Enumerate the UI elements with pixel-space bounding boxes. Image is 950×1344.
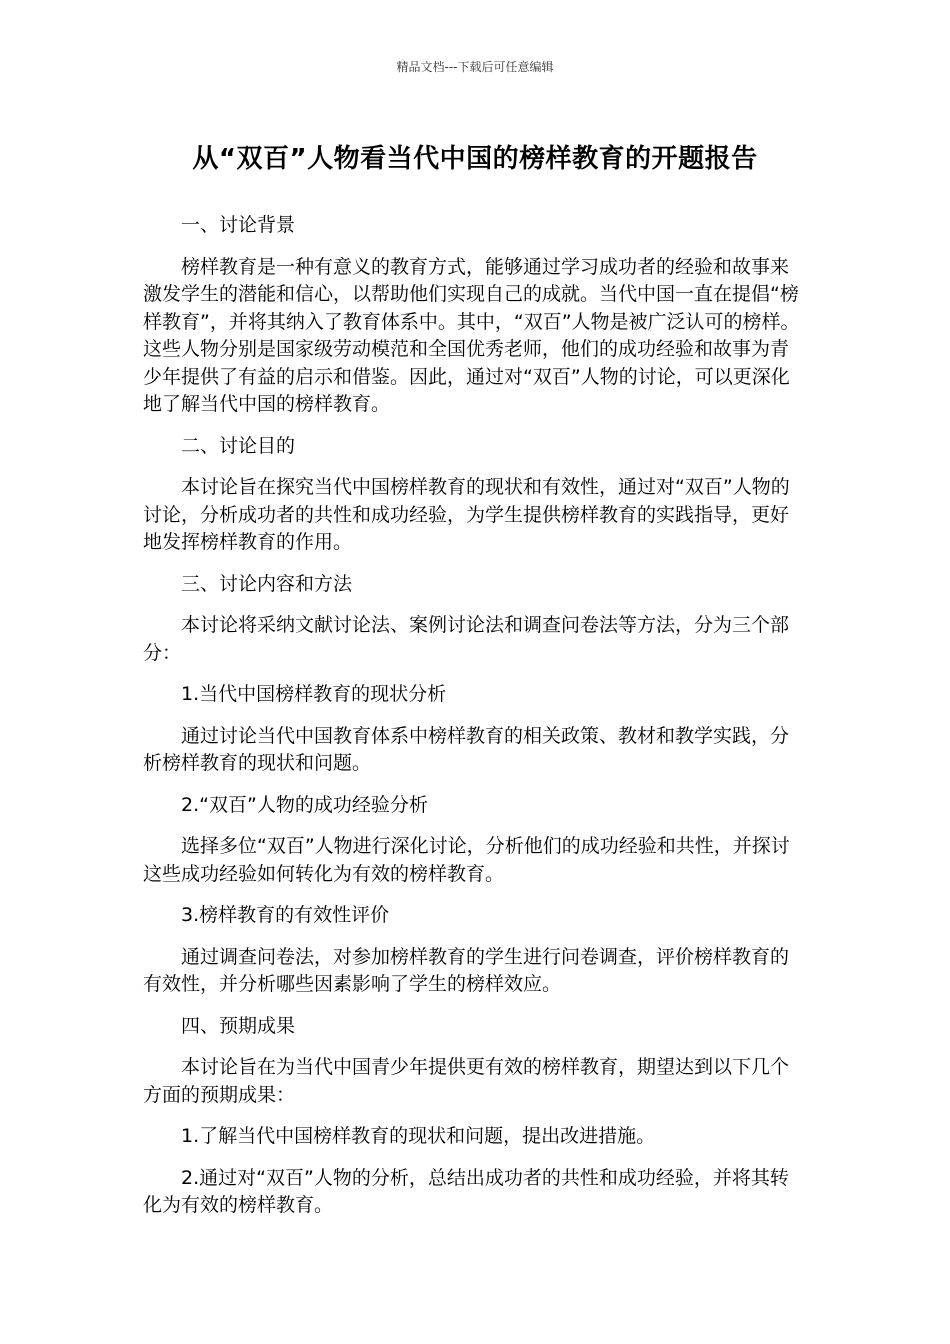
paragraph-success-analysis: 选择多位“双百”人物进行深化讨论，分析他们的成功经验和共性，并探讨这些成功经验如何转化为有效的榜样教育。: [143, 835, 790, 885]
paragraph-methods-intro: 本讨论将采纳文献讨论法、案例讨论法和调查问卷法等方法，分为三个部分：: [143, 614, 790, 664]
paragraph-background: 榜样教育是一种有意义的教育方式，能够通过学习成功者的经验和故事来激发学生的潜能和信心，以帮助他们实现自己的成就。当代中国一直在提倡“榜样教育”，并将其纳入了教育体系中。其中，“双百”人物是被广泛认可的榜样。这些人物分别是国家级劳动模范和全国优秀老师，他们的成功经验和故事为青少年提供了有益的启示和借鉴。因此，通过对“双百”人物的讨论，可以更深化地了解当代中国的榜样教育。: [143, 255, 800, 415]
document-body: [143, 212, 803, 1234]
subheading-effectiveness: 3.榜样教育的有效性评价: [181, 904, 390, 926]
list-item-expected-2: 2.通过对“双百”人物的分析，总结出成功者的共性和成功经验，并将其转化为有效的榜样教育。: [143, 1166, 789, 1216]
paragraph-effectiveness: 通过调查问卷法，对参加榜样教育的学生进行问卷调查，评价榜样教育的有效性，并分析哪些因素影响了学生的榜样效应。: [143, 945, 790, 995]
subheading-status-analysis: 1.当代中国榜样教育的现状分析: [181, 683, 447, 705]
section-heading-expected-results: 四、预期成果: [181, 1014, 296, 1037]
list-item-expected-1: 1.了解当代中国榜样教育的现状和问题，提出改进措施。: [181, 1125, 656, 1147]
document-title: 从“双百”人物看当代中国的榜样教育的开题报告: [192, 144, 758, 174]
section-heading-content-methods: 三、讨论内容和方法: [181, 572, 353, 595]
header-note: 精品文档---下载后可任意编辑: [396, 60, 554, 74]
section-heading-purpose: 二、讨论目的: [181, 434, 296, 457]
paragraph-expected-intro: 本讨论旨在为当代中国青少年提供更有效的榜样教育，期望达到以下几个方面的预期成果：: [143, 1056, 790, 1106]
paragraph-purpose: 本讨论旨在探究当代中国榜样教育的现状和有效性，通过对“双百”人物的讨论，分析成功者的共性和成功经验，为学生提供榜样教育的实践指导，更好地发挥榜样教育的作用。: [143, 476, 790, 553]
section-heading-background: 一、讨论背景: [181, 214, 296, 236]
subheading-success-analysis: 2.“双百”人物的成功经验分析: [181, 793, 428, 816]
paragraph-status-analysis: 通过讨论当代中国教育体系中榜样教育的相关政策、教材和教学实践，分析榜样教育的现状和问题。: [143, 724, 790, 774]
